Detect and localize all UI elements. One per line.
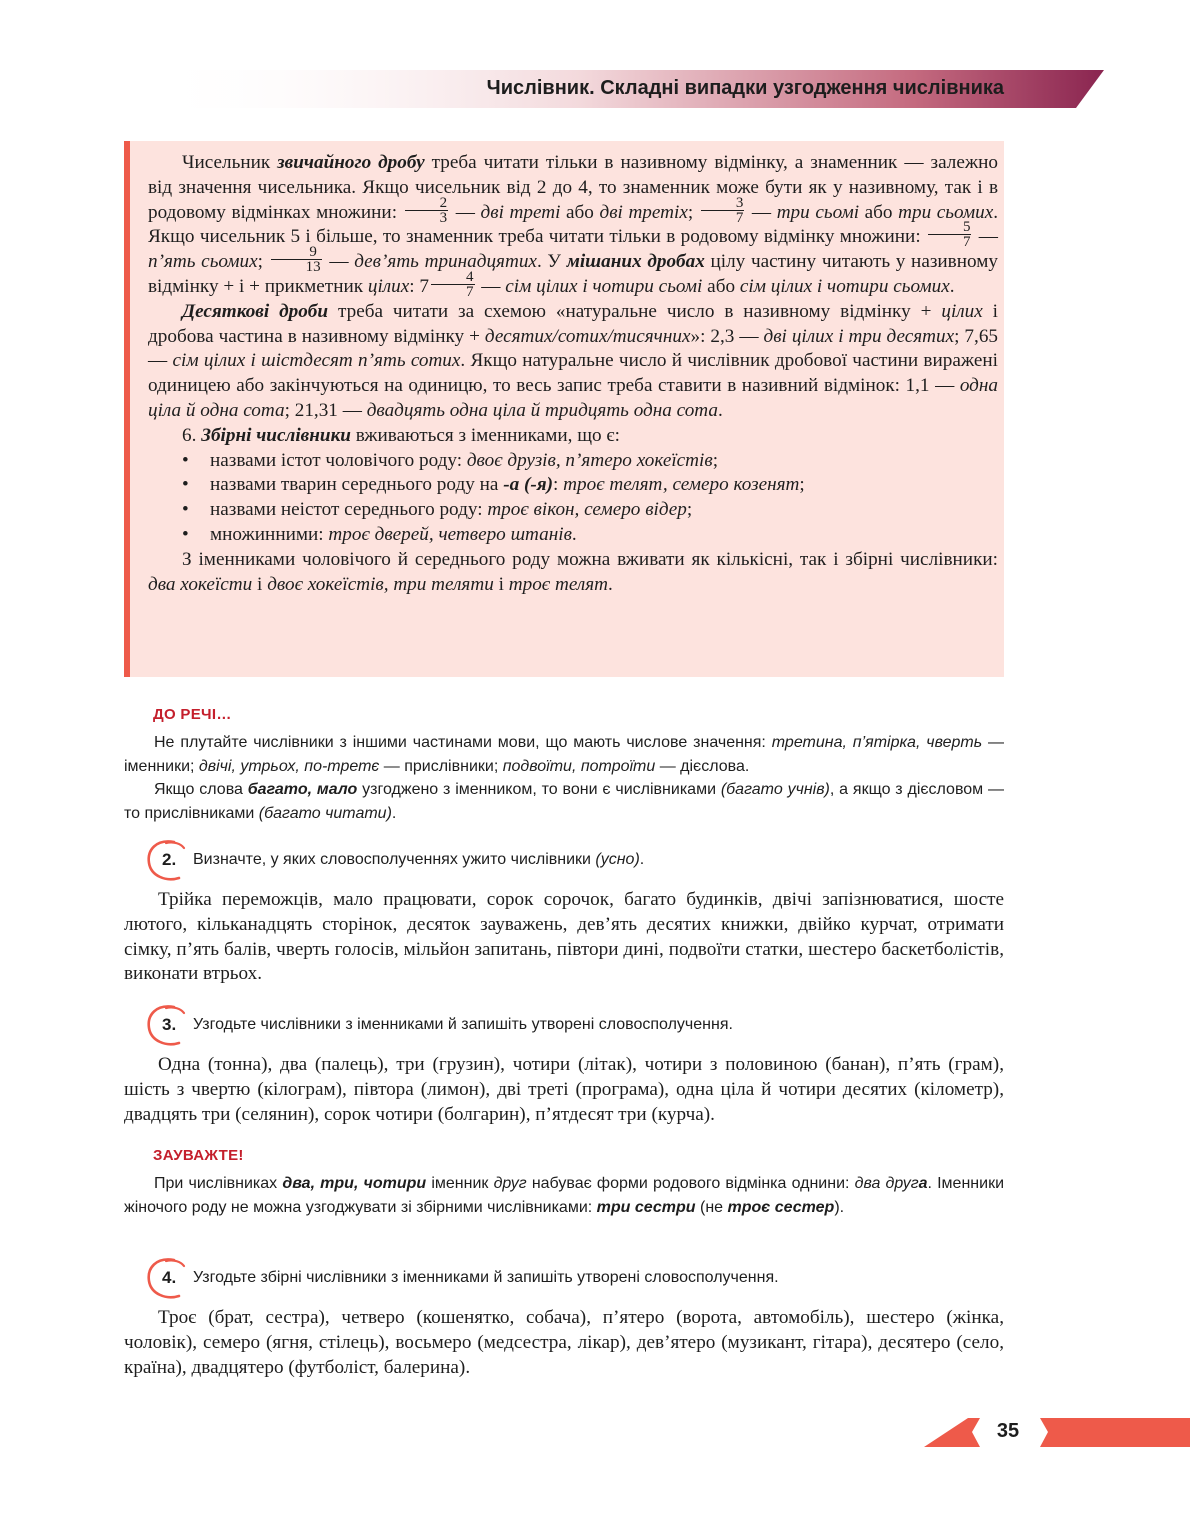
example: троє телят xyxy=(508,573,608,595)
text-run: : xyxy=(553,474,564,496)
text-run: . Іменники жіночого роду не можна узгоджувати зі збірними числівниками: xyxy=(124,1175,1005,1216)
ending-highlight: а xyxy=(918,1175,928,1192)
text-run: ; 7,65 — xyxy=(148,325,999,372)
example: троє дверей, четверо штанів xyxy=(328,523,572,545)
example: дві треті xyxy=(480,201,561,223)
text-run: »: 2,3 — xyxy=(690,325,764,347)
text-run: — xyxy=(323,251,355,273)
task-3-text xyxy=(124,1053,1004,1127)
page-header xyxy=(152,70,1104,108)
rule-paragraph-collective xyxy=(148,424,998,449)
fraction-denominator: 7 xyxy=(735,209,744,226)
text-run: і дробова частина в називному відмінку + xyxy=(148,300,998,347)
fraction-denominator: 7 xyxy=(466,284,474,301)
text-run: вживаються з іменниками, що є: xyxy=(350,424,620,446)
example: десятих/сотих/тисячних xyxy=(484,325,691,347)
fraction-numerator: 9 xyxy=(271,245,322,260)
bullet-icon: • xyxy=(182,449,189,471)
bullet-item xyxy=(148,523,998,548)
text-run: . У xyxy=(536,251,567,273)
text-run: — xyxy=(973,226,998,248)
bullet-icon: • xyxy=(182,474,189,496)
text-run: При числівниках xyxy=(154,1175,283,1192)
text-run: : 7 xyxy=(409,275,429,297)
example: сім цілих і чотири сьомих xyxy=(739,275,950,297)
rule-box xyxy=(124,141,1004,677)
text-run: — xyxy=(450,201,481,223)
text-run: узгоджено з іменником, то вони є числівниками xyxy=(357,781,721,798)
exercise-paragraph: Трійка переможців, мало працювати, сорок сорочок, багато будинків, двічі запізнюватися, шосте лютого, кільканадцять сторінок, десяток зауважень, дев’ять десятих книжки, двійко курчат, отримати сімку, п’ять балів, чверть голосів, мільйон запитань, півтори дині, подвоїти статки, шестеро баскетболістів, виконати втрьох. xyxy=(124,889,1004,985)
example: сім цілих і чотири сьомі xyxy=(505,275,703,297)
text-run: . xyxy=(717,399,723,421)
example: двоє друзів, п’ятеро хокеїстів xyxy=(466,449,713,471)
bullet-item xyxy=(148,473,998,498)
exercise-paragraph: Одна (тонна), два (палець), три (грузин), чотири (літак), чотири з половиною (банан), п’ять (грам), шість з чвертю (кілограм), півтора (лимон), дві треті (програма), одна ціла й чотири десятих (кілометр), двадцять три (селянин), сорок чотири (болгарин), п’ятдесят три (курча). xyxy=(124,1054,1004,1125)
text-run: . Якщо натуральне число й числівник дробової частини виражені одиницею або закінчуються на одиницю, то весь запис треба ставити в називний відмінок: 1,1 — xyxy=(148,350,998,397)
text-run: . xyxy=(639,851,645,868)
example: три сьомих xyxy=(898,201,994,223)
bullet-item xyxy=(148,498,998,523)
text-run: — іменники; xyxy=(124,734,1004,775)
note-by-the-way xyxy=(124,731,1004,825)
exercise-paragraph: Троє (брат, сестра), четверо (кошенятко, собача), п’ятеро (ворота, автомобіль), шестеро (жінка, чоловік), семеро (ягня, стілець), восьмеро (медсестра, лікар), дев’ятеро (музикант, гітара), десятеро (село, країна), двадцятеро (футболіст, балерина). xyxy=(124,1307,1004,1378)
text-run: . xyxy=(571,523,577,545)
text-run: іменник xyxy=(426,1175,494,1192)
fraction-numerator: 3 xyxy=(701,196,745,211)
example: (багато учнів) xyxy=(720,781,830,798)
text-run: — xyxy=(746,201,777,223)
note-paragraph xyxy=(124,731,1004,778)
suffix: -а (-я) xyxy=(503,474,554,496)
rule-paragraph-decimals xyxy=(148,300,998,424)
text-run: , а якщо з дієсловом — то прислівниками xyxy=(124,781,1005,822)
fraction-numerator: 2 xyxy=(405,196,449,211)
text-run: — xyxy=(476,275,506,297)
task-instruction: Узгодьте числівники з іменниками й запишіть утворені словосполучення. xyxy=(193,1016,733,1033)
note-notice xyxy=(124,1172,1004,1219)
text-run: назвами істот чоловічого роду: xyxy=(210,449,467,471)
example: три сьомі xyxy=(776,201,860,223)
example: дві третіх xyxy=(599,201,688,223)
fraction-denominator: 7 xyxy=(962,234,971,251)
term-collective-numerals: Збірні числівники xyxy=(201,424,351,446)
fraction-denominator: 3 xyxy=(439,209,448,226)
example: друг xyxy=(493,1175,527,1192)
task-4-text xyxy=(124,1306,1004,1380)
text-run: або xyxy=(560,201,600,223)
text-run: ; 21,31 — xyxy=(284,399,367,421)
text-run: цілу частину читають у називному відмінку + і + прикметник xyxy=(148,251,998,297)
text-run: назвами тварин середнього роду на xyxy=(210,474,504,496)
term: багато, мало xyxy=(247,781,358,798)
text-run: ; xyxy=(686,499,693,521)
task-number: 3. xyxy=(162,1015,177,1034)
page-footer xyxy=(0,1415,1190,1449)
text-run: ; xyxy=(687,201,699,223)
term-common-fraction: звичайного дробу xyxy=(277,152,425,173)
term-decimal-fraction: Десяткові дроби xyxy=(182,300,329,322)
example: троє телят, семеро козенят xyxy=(563,474,800,496)
text-run: — прислівники; xyxy=(379,757,503,775)
example: цілих xyxy=(941,300,983,322)
note-heading-notice: ЗАУВАЖТЕ! xyxy=(153,1147,244,1164)
example: троє вікон, семеро відер xyxy=(487,499,687,521)
text-run: ). xyxy=(834,1198,845,1216)
bullet-icon: • xyxy=(182,499,189,521)
text-run: назвами неістот середнього роду: xyxy=(210,499,488,521)
rule-paragraph-usage xyxy=(148,548,998,598)
rule-paragraph-fractions xyxy=(148,151,998,300)
text-run: . Якщо чисельник 5 і більше, то знаменник треба читати тільки в родовому відмінку множини: xyxy=(148,201,999,248)
fraction-numerator: 5 xyxy=(928,220,972,235)
task-number: 2. xyxy=(162,850,177,869)
example: одна ціла й одна сота xyxy=(148,375,998,421)
example: п’ять сьомих xyxy=(148,251,258,273)
example: (багато читати) xyxy=(258,804,392,822)
note-paragraph xyxy=(124,778,1004,825)
example: двадцять одна ціла й тридцять одна сота xyxy=(366,399,718,421)
text-run: (не xyxy=(695,1198,728,1216)
text-run: або xyxy=(859,201,899,223)
fraction-denominator: 13 xyxy=(305,259,321,276)
term: три сестри xyxy=(596,1198,696,1216)
page-number: 35 xyxy=(996,1420,1020,1442)
text-run: — дієслова. xyxy=(655,757,750,775)
example: два друг xyxy=(854,1175,919,1192)
text-run: множинними: xyxy=(210,523,329,545)
fraction-numerator: 4 xyxy=(431,270,475,285)
bullet-icon: • xyxy=(182,523,189,545)
term: два, три, чотири xyxy=(282,1175,427,1192)
text-run: і xyxy=(493,573,509,595)
text-run: . xyxy=(949,275,955,297)
example: цілих xyxy=(367,275,410,297)
example: дев’ять тринадцятих xyxy=(354,251,537,273)
example: двоє хокеїстів, три теляти xyxy=(267,573,494,595)
text-run: З іменниками чоловічого й середнього роду можна вживати як кількісні, так і збірні числівники: xyxy=(182,548,998,570)
text-run: Визначте, у яких словосполученнях ужито числівники xyxy=(193,851,596,868)
text-run: набуває форми родового відмінка однини: xyxy=(526,1175,855,1192)
fraction xyxy=(928,220,972,249)
term: троє сестер xyxy=(727,1198,835,1216)
text-run: Не плутайте числівники з іншими частинами мови, що мають числове значення: xyxy=(154,734,772,751)
task-instruction: Узгодьте збірні числівники з іменниками й запишіть утворені словосполучення. xyxy=(193,1269,779,1286)
text-run: треба читати за схемою «натуральне число в називному відмінку + xyxy=(328,300,942,322)
text-run: . xyxy=(391,804,397,822)
text-run: 6. xyxy=(182,424,202,446)
text-run: треба читати тільки в називному відмінку, а знаменник — залежно від значення чисельника. Якщо чисельник від 2 до 4, то знаменник може бути як у називному, так і в родовому відмінках множини: xyxy=(148,152,998,223)
header-title: Числівник. Складні випадки узгодження числівника xyxy=(486,77,1004,99)
fraction xyxy=(405,196,449,225)
example: подвоїти, потроїти xyxy=(502,757,656,775)
note-heading-by-the-way: ДО РЕЧІ… xyxy=(153,706,232,723)
term-mixed-fraction: мішаних дробах xyxy=(566,251,705,273)
example: третина, п’ятірка, чверть xyxy=(771,734,983,751)
example: двічі, утрьох, по-третє xyxy=(198,757,380,775)
text-run: Якщо слова xyxy=(154,781,248,798)
example: дві цілих і три десятих xyxy=(763,325,955,347)
text-run: . xyxy=(608,573,613,595)
text-run: або xyxy=(702,275,740,297)
instruction-mode: (усно) xyxy=(595,851,640,868)
rule-text xyxy=(148,151,998,597)
task-instruction xyxy=(193,851,644,869)
fraction xyxy=(271,245,322,274)
text-run: і xyxy=(252,573,268,595)
text-run: Чисельник xyxy=(182,152,278,173)
bullet-item xyxy=(148,449,998,474)
task-2-text xyxy=(124,888,1004,987)
example: сім цілих і шістдесят п’ять сотих xyxy=(172,350,461,372)
example: два хокеїсти xyxy=(148,573,253,595)
text-run: ; xyxy=(257,251,269,273)
text-run: ; xyxy=(712,449,719,471)
task-number: 4. xyxy=(162,1268,177,1287)
fraction xyxy=(431,270,475,299)
fraction xyxy=(701,196,745,225)
note-paragraph xyxy=(124,1172,1004,1219)
text-run: ; xyxy=(799,474,805,496)
